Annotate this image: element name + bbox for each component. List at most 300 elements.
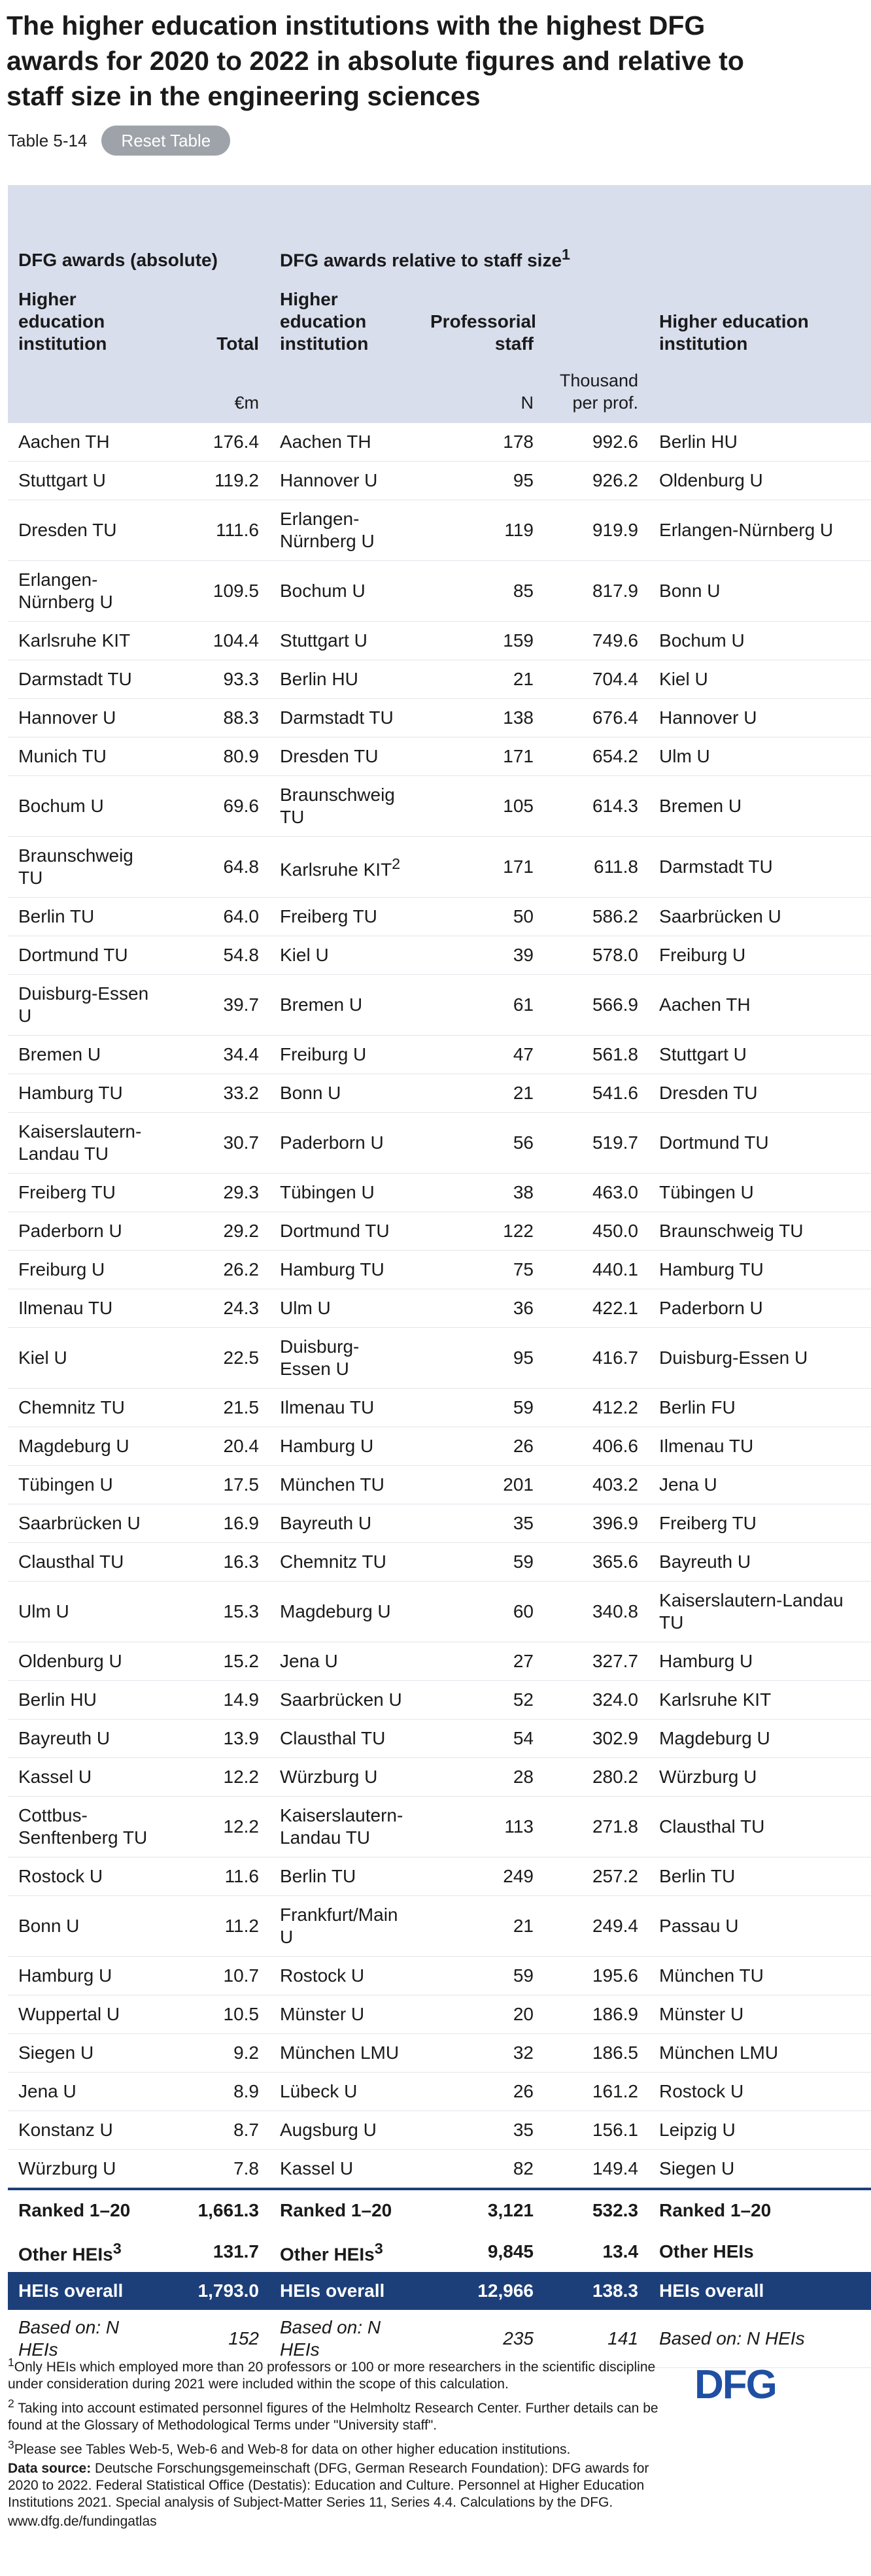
table-row [8, 1720, 871, 1758]
cell-institution-3-text: Kaiserslautern-Landau TU [659, 1590, 844, 1633]
cell-institution-3 [649, 660, 871, 699]
cell-institution-2-text: Kiel U [280, 945, 329, 965]
cell-institution-3-text: Bochum U [659, 630, 745, 651]
cell-institution-text: Tübingen U [18, 1474, 113, 1495]
cell-per-prof [544, 1212, 649, 1251]
cell-per-prof [544, 462, 649, 500]
cell-institution-3-text: München TU [659, 1965, 764, 1986]
cell-institution-3 [649, 622, 871, 660]
summary-staff: 3,121 [420, 2189, 544, 2231]
cell-per-prof-text: 149.4 [592, 2158, 639, 2178]
cell-per-prof-text: 412.2 [592, 1397, 639, 1417]
cell-institution-2-text: Clausthal TU [280, 1728, 386, 1748]
cell-institution-text: Kassel U [18, 1767, 92, 1787]
cell-staff [420, 1797, 544, 1857]
cell-staff [420, 737, 544, 776]
cell-institution-3 [649, 1896, 871, 1957]
cell-staff-text: 60 [513, 1601, 534, 1621]
cell-institution-text: Berlin HU [18, 1689, 97, 1710]
table-row [8, 660, 871, 699]
cell-staff-text: 20 [513, 2004, 534, 2024]
cell-institution-2 [269, 1504, 420, 1543]
cell-footnote-sup: 2 [392, 855, 401, 873]
cell-institution-2 [269, 1466, 420, 1504]
cell-total [165, 2150, 269, 2190]
cell-per-prof-text: 561.8 [592, 1044, 639, 1064]
cell-institution-text: Braunschweig TU [18, 845, 133, 888]
cell-institution-2-text: Berlin TU [280, 1866, 356, 1886]
cell-per-prof-text: 422.1 [592, 1298, 639, 1318]
table-scroll-container[interactable] [8, 185, 844, 2368]
cell-institution-3-text: Hamburg U [659, 1651, 753, 1671]
cell-institution [8, 1251, 165, 1289]
header-absolute: DFG awards (absolute) [8, 185, 269, 283]
cell-institution-3-text: Siegen U [659, 2158, 735, 2178]
table-footer [8, 2189, 871, 2368]
cell-institution [8, 837, 165, 898]
table-row [8, 776, 871, 837]
cell-total [165, 660, 269, 699]
cell-total [165, 500, 269, 561]
cell-total [165, 1289, 269, 1328]
cell-per-prof-text: 156.1 [592, 2120, 639, 2140]
cell-staff [420, 699, 544, 737]
awards-table [8, 185, 871, 2368]
cell-total-text: 10.7 [223, 1965, 259, 1986]
cell-institution-3-text: Magdeburg U [659, 1728, 770, 1748]
cell-staff-text: 171 [503, 856, 534, 877]
cell-staff [420, 1758, 544, 1797]
cell-total [165, 898, 269, 936]
cell-institution-2 [269, 1389, 420, 1427]
cell-staff [420, 1681, 544, 1720]
cell-staff [420, 1328, 544, 1389]
cell-institution [8, 2034, 165, 2073]
cell-institution-2-text: München LMU [280, 2042, 400, 2063]
cell-staff-text: 54 [513, 1728, 534, 1748]
cell-total-text: 9.2 [233, 2042, 259, 2063]
table-row [8, 1427, 871, 1466]
cell-institution-text: Stuttgart U [18, 470, 106, 490]
cell-per-prof [544, 660, 649, 699]
cell-institution-2 [269, 1857, 420, 1896]
cell-total-text: 176.4 [213, 432, 259, 452]
cell-total-text: 119.2 [214, 470, 259, 490]
summary-per-prof: 141 [544, 2310, 649, 2368]
cell-institution-2 [269, 1681, 420, 1720]
table-row [8, 837, 871, 898]
cell-institution-3-text: München LMU [659, 2042, 779, 2063]
cell-institution-3 [649, 2111, 871, 2150]
cell-institution-3 [649, 1328, 871, 1389]
cell-institution-3 [649, 1857, 871, 1896]
table-row [8, 1857, 871, 1896]
cell-institution-text: Duisburg-Essen U [18, 983, 149, 1026]
summary-row-overall [8, 2272, 871, 2310]
cell-institution [8, 1074, 165, 1113]
cell-institution-text: Chemnitz TU [18, 1397, 125, 1417]
cell-per-prof-text: 186.5 [592, 2042, 639, 2063]
footnotes [8, 2354, 675, 2532]
cell-total [165, 1720, 269, 1758]
cell-total-text: 8.7 [233, 2120, 259, 2140]
cell-per-prof [544, 1074, 649, 1113]
cell-institution-3 [649, 1582, 871, 1642]
cell-institution-text: Paderborn U [18, 1221, 122, 1241]
table-row [8, 1681, 871, 1720]
cell-per-prof-text: 654.2 [592, 746, 639, 766]
cell-institution [8, 561, 165, 622]
cell-institution-2-text: Jena U [280, 1651, 338, 1671]
cell-staff-text: 119 [504, 520, 534, 540]
table-row [8, 1074, 871, 1113]
footnote-3-sup: 3 [8, 2438, 14, 2451]
cell-institution-2-text: Dortmund TU [280, 1221, 390, 1241]
table-row [8, 1174, 871, 1212]
cell-total-text: 30.7 [223, 1132, 259, 1153]
summary-other-sup: 3 [112, 2240, 122, 2257]
cell-institution-3-text: Berlin FU [659, 1397, 736, 1417]
table-row [8, 737, 871, 776]
cell-total-text: 8.9 [233, 2081, 259, 2101]
cell-institution-2-text: Kaiserslautern-Landau TU [280, 1805, 403, 1848]
cell-total [165, 737, 269, 776]
cell-institution-3 [649, 1758, 871, 1797]
table-number-label: Table 5-14 [8, 130, 88, 150]
cell-institution [8, 737, 165, 776]
cell-institution-text: Darmstadt TU [18, 669, 132, 689]
header-group-empty [649, 185, 871, 283]
cell-per-prof [544, 776, 649, 837]
cell-staff [420, 1957, 544, 1995]
cell-total [165, 2111, 269, 2150]
cell-per-prof [544, 837, 649, 898]
cell-institution-text: Bayreuth U [18, 1728, 111, 1748]
cell-total [165, 1797, 269, 1857]
summary-label-3: Other HEIs [659, 2241, 754, 2262]
cell-institution [8, 1466, 165, 1504]
cell-institution-2-text: Dresden TU [280, 746, 379, 766]
cell-per-prof-text: 327.7 [592, 1651, 639, 1671]
cell-institution-3-text: Braunschweig TU [659, 1221, 804, 1241]
table-row [8, 898, 871, 936]
cell-total [165, 1681, 269, 1720]
unit-staff: N [420, 362, 544, 423]
cell-institution-3-text: Aachen TH [659, 994, 751, 1015]
cell-institution-2 [269, 561, 420, 622]
summary-label [8, 2231, 165, 2272]
cell-institution-3 [649, 1389, 871, 1427]
cell-institution-3 [649, 1466, 871, 1504]
cell-staff-text: 178 [503, 432, 534, 452]
cell-institution-3-text: Clausthal TU [659, 1816, 765, 1837]
cell-institution-2-text: Stuttgart U [280, 630, 367, 651]
cell-institution-3 [649, 1642, 871, 1681]
cell-institution-2-text: Erlangen-Nürnberg U [280, 509, 375, 551]
cell-per-prof [544, 1582, 649, 1642]
table-row [8, 1328, 871, 1389]
summary-per-prof: 138.3 [544, 2272, 649, 2310]
cell-per-prof [544, 1797, 649, 1857]
cell-total [165, 1504, 269, 1543]
cell-per-prof-text: 749.6 [592, 630, 639, 651]
cell-total-text: 11.6 [224, 1866, 259, 1886]
cell-per-prof-text: 195.6 [592, 1965, 639, 1986]
cell-institution-text: Hamburg U [18, 1965, 112, 1986]
cell-staff-text: 21 [513, 1916, 534, 1936]
cell-institution [8, 1582, 165, 1642]
cell-total-text: 64.8 [223, 856, 259, 877]
cell-total [165, 936, 269, 975]
cell-institution-text: Clausthal TU [18, 1551, 124, 1572]
cell-per-prof-text: 463.0 [592, 1182, 639, 1202]
cell-total-text: 80.9 [223, 746, 259, 766]
funding-atlas-link[interactable]: www.dfg.de/fundingatlas [8, 2514, 157, 2529]
cell-institution-2-text: Münster U [280, 2004, 365, 2024]
cell-per-prof [544, 1995, 649, 2034]
cell-institution-3 [649, 1504, 871, 1543]
cell-institution-3-text: Freiberg TU [659, 1513, 757, 1533]
reset-table-button[interactable]: Reset Table [101, 126, 230, 156]
cell-institution-text: Hannover U [18, 707, 116, 728]
cell-per-prof [544, 1036, 649, 1074]
cell-institution-3-text: Saarbrücken U [659, 906, 781, 926]
cell-institution [8, 1896, 165, 1957]
cell-institution-3 [649, 776, 871, 837]
cell-institution [8, 1543, 165, 1582]
cell-staff [420, 1074, 544, 1113]
cell-institution-text: Ilmenau TU [18, 1298, 113, 1318]
summary-total: 1,793.0 [165, 2272, 269, 2310]
cell-institution-3 [649, 423, 871, 462]
cell-staff [420, 1212, 544, 1251]
cell-staff [420, 1466, 544, 1504]
table-row [8, 2150, 871, 2190]
cell-total-text: 34.4 [223, 1044, 259, 1064]
cell-institution-2 [269, 2073, 420, 2111]
cell-total [165, 837, 269, 898]
summary-label-3: Ranked 1–20 [649, 2189, 871, 2231]
cell-per-prof-text: 249.4 [592, 1916, 639, 1936]
cell-staff-text: 85 [513, 581, 534, 601]
cell-institution-2 [269, 837, 420, 898]
cell-per-prof-text: 519.7 [592, 1132, 639, 1153]
cell-total-text: 111.6 [216, 520, 259, 540]
cell-institution-2-text: Lübeck U [280, 2081, 358, 2101]
cell-staff-text: 21 [513, 1083, 534, 1103]
cell-institution-2-text: Ulm U [280, 1298, 331, 1318]
cell-institution-2-text: Braunschweig TU [280, 785, 395, 827]
col-header-total: Total [165, 283, 269, 362]
cell-staff-text: 95 [513, 470, 534, 490]
cell-per-prof-text: 566.9 [592, 994, 639, 1015]
cell-institution-3 [649, 462, 871, 500]
cell-institution-2 [269, 2150, 420, 2190]
unit-per-prof: Thousand per prof. [544, 362, 649, 423]
cell-institution [8, 1642, 165, 1681]
summary-label-2: Ranked 1–20 [269, 2189, 420, 2231]
cell-institution-3 [649, 699, 871, 737]
cell-institution [8, 1289, 165, 1328]
cell-institution-2-text: Freiburg U [280, 1044, 367, 1064]
cell-institution-2-text: Hamburg U [280, 1436, 374, 1456]
cell-staff [420, 1995, 544, 2034]
cell-institution [8, 699, 165, 737]
cell-total [165, 561, 269, 622]
cell-institution-2 [269, 423, 420, 462]
cell-per-prof [544, 975, 649, 1036]
cell-institution-text: Saarbrücken U [18, 1513, 141, 1533]
cell-institution-2 [269, 1251, 420, 1289]
cell-per-prof [544, 1642, 649, 1681]
cell-institution-2-text: Aachen TH [280, 432, 371, 452]
cell-per-prof [544, 898, 649, 936]
summary-row-other [8, 2231, 871, 2272]
cell-institution-3 [649, 500, 871, 561]
cell-total [165, 975, 269, 1036]
cell-institution-text: Hamburg TU [18, 1083, 123, 1103]
cell-total-text: 14.9 [223, 1689, 259, 1710]
cell-institution [8, 1113, 165, 1174]
table-row [8, 1251, 871, 1289]
summary-label-3: Based on: N HEIs [649, 2310, 871, 2368]
cell-institution-3-text: Stuttgart U [659, 1044, 747, 1064]
cell-total [165, 1758, 269, 1797]
unit-empty-2 [269, 362, 420, 423]
cell-institution-text: Erlangen-Nürnberg U [18, 569, 113, 612]
summary-label-2: Based on: N HEIs [269, 2310, 420, 2368]
cell-total-text: 29.3 [223, 1182, 259, 1202]
cell-staff [420, 1857, 544, 1896]
cell-institution-3 [649, 561, 871, 622]
cell-staff-text: 47 [513, 1044, 534, 1064]
cell-institution-3 [649, 1251, 871, 1289]
cell-institution [8, 1957, 165, 1995]
cell-institution-3 [649, 1957, 871, 1995]
cell-per-prof [544, 622, 649, 660]
cell-staff-text: 32 [513, 2042, 534, 2063]
cell-per-prof [544, 2034, 649, 2073]
cell-institution-3 [649, 837, 871, 898]
table-row [8, 462, 871, 500]
dfg-logo [694, 2362, 793, 2407]
table-row [8, 1642, 871, 1681]
table-row [8, 1758, 871, 1797]
cell-per-prof-text: 280.2 [592, 1767, 639, 1787]
cell-staff [420, 462, 544, 500]
cell-total [165, 1957, 269, 1995]
cell-total-text: 33.2 [223, 1083, 259, 1103]
cell-per-prof-text: 541.6 [592, 1083, 639, 1103]
cell-institution-3 [649, 737, 871, 776]
cell-institution-2 [269, 660, 420, 699]
summary-per-prof: 532.3 [544, 2189, 649, 2231]
cell-staff-text: 138 [503, 707, 534, 728]
cell-per-prof-text: 450.0 [592, 1221, 639, 1241]
summary-staff: 235 [420, 2310, 544, 2368]
cell-institution-3 [649, 1995, 871, 2034]
cell-institution [8, 462, 165, 500]
table-row [8, 936, 871, 975]
table-row [8, 1797, 871, 1857]
cell-institution-text: Bremen U [18, 1044, 101, 1064]
summary-other-text-2: Other HEIs [280, 2244, 375, 2265]
cell-total-text: 12.2 [223, 1816, 259, 1837]
footnote-1 [8, 2354, 675, 2393]
cell-staff [420, 1174, 544, 1212]
cell-total [165, 1212, 269, 1251]
summary-label: Ranked 1–20 [8, 2189, 165, 2231]
cell-institution-3-text: Münster U [659, 2004, 744, 2024]
cell-staff-text: 35 [513, 1513, 534, 1533]
cell-institution-text: Siegen U [18, 2042, 94, 2063]
cell-total [165, 1642, 269, 1681]
cell-staff [420, 1896, 544, 1957]
cell-institution-2-text: Hamburg TU [280, 1259, 384, 1280]
cell-staff-text: 59 [513, 1397, 534, 1417]
cell-institution-2-text: Bochum U [280, 581, 366, 601]
cell-per-prof-text: 416.7 [592, 1347, 639, 1368]
cell-staff-text: 201 [503, 1474, 534, 1495]
cell-institution-3-text: Dortmund TU [659, 1132, 769, 1153]
cell-institution-2-text: Magdeburg U [280, 1601, 391, 1621]
cell-per-prof-text: 926.2 [592, 470, 639, 490]
cell-institution-2-text: Bayreuth U [280, 1513, 372, 1533]
cell-total [165, 1251, 269, 1289]
cell-per-prof [544, 1857, 649, 1896]
col-header-institution-3: Higher education institution [649, 283, 871, 362]
cell-staff-text: 59 [513, 1551, 534, 1572]
cell-staff-text: 28 [513, 1767, 534, 1787]
cell-staff [420, 898, 544, 936]
cell-institution-text: Jena U [18, 2081, 77, 2101]
cell-institution-2-text: Würzburg U [280, 1767, 378, 1787]
cell-institution-2-text: Freiberg TU [280, 906, 377, 926]
cell-institution-text: Bonn U [18, 1916, 80, 1936]
col-header-staff: Professorial staff [420, 283, 544, 362]
summary-label-2 [269, 2231, 420, 2272]
cell-total [165, 2073, 269, 2111]
unit-total: €m [165, 362, 269, 423]
summary-staff: 9,845 [487, 2241, 534, 2262]
cell-total [165, 423, 269, 462]
cell-institution-3 [649, 1797, 871, 1857]
cell-total [165, 622, 269, 660]
cell-total-text: 13.9 [223, 1728, 259, 1748]
cell-staff-text: 249 [503, 1866, 534, 1886]
header-group-row [8, 185, 871, 283]
cell-staff-text: 95 [513, 1347, 534, 1368]
cell-staff [420, 2034, 544, 2073]
table-row [8, 1957, 871, 1995]
cell-institution-text: Oldenburg U [18, 1651, 122, 1671]
table-row [8, 1582, 871, 1642]
footnote-3-text: Please see Tables Web-5, Web-6 and Web-8 for data on other higher education institutions. [14, 2442, 571, 2457]
cell-institution-2-text: Ilmenau TU [280, 1397, 375, 1417]
unit-empty-3 [649, 362, 871, 423]
cell-institution-2 [269, 1074, 420, 1113]
cell-staff-text: 27 [513, 1651, 534, 1671]
cell-total [165, 1543, 269, 1582]
footnote-1-text: Only HEIs which employed more than 20 professors or 100 or more researchers in the scientific discipline under consideration during 2021 were included within the scope of this calculation. [8, 2360, 656, 2392]
cell-institution-2 [269, 1642, 420, 1681]
footnote-2-text: Taking into account estimated personnel figures of the Helmholtz Research Center. Further details can be found at the Glossary of Methodological Terms under "University staff". [8, 2401, 658, 2433]
cell-per-prof [544, 1174, 649, 1212]
cell-staff-text: 56 [513, 1132, 534, 1153]
cell-institution-2-text: Kassel U [280, 2158, 354, 2178]
cell-institution-2 [269, 1036, 420, 1074]
summary-label: Based on: N HEIs [8, 2310, 165, 2368]
